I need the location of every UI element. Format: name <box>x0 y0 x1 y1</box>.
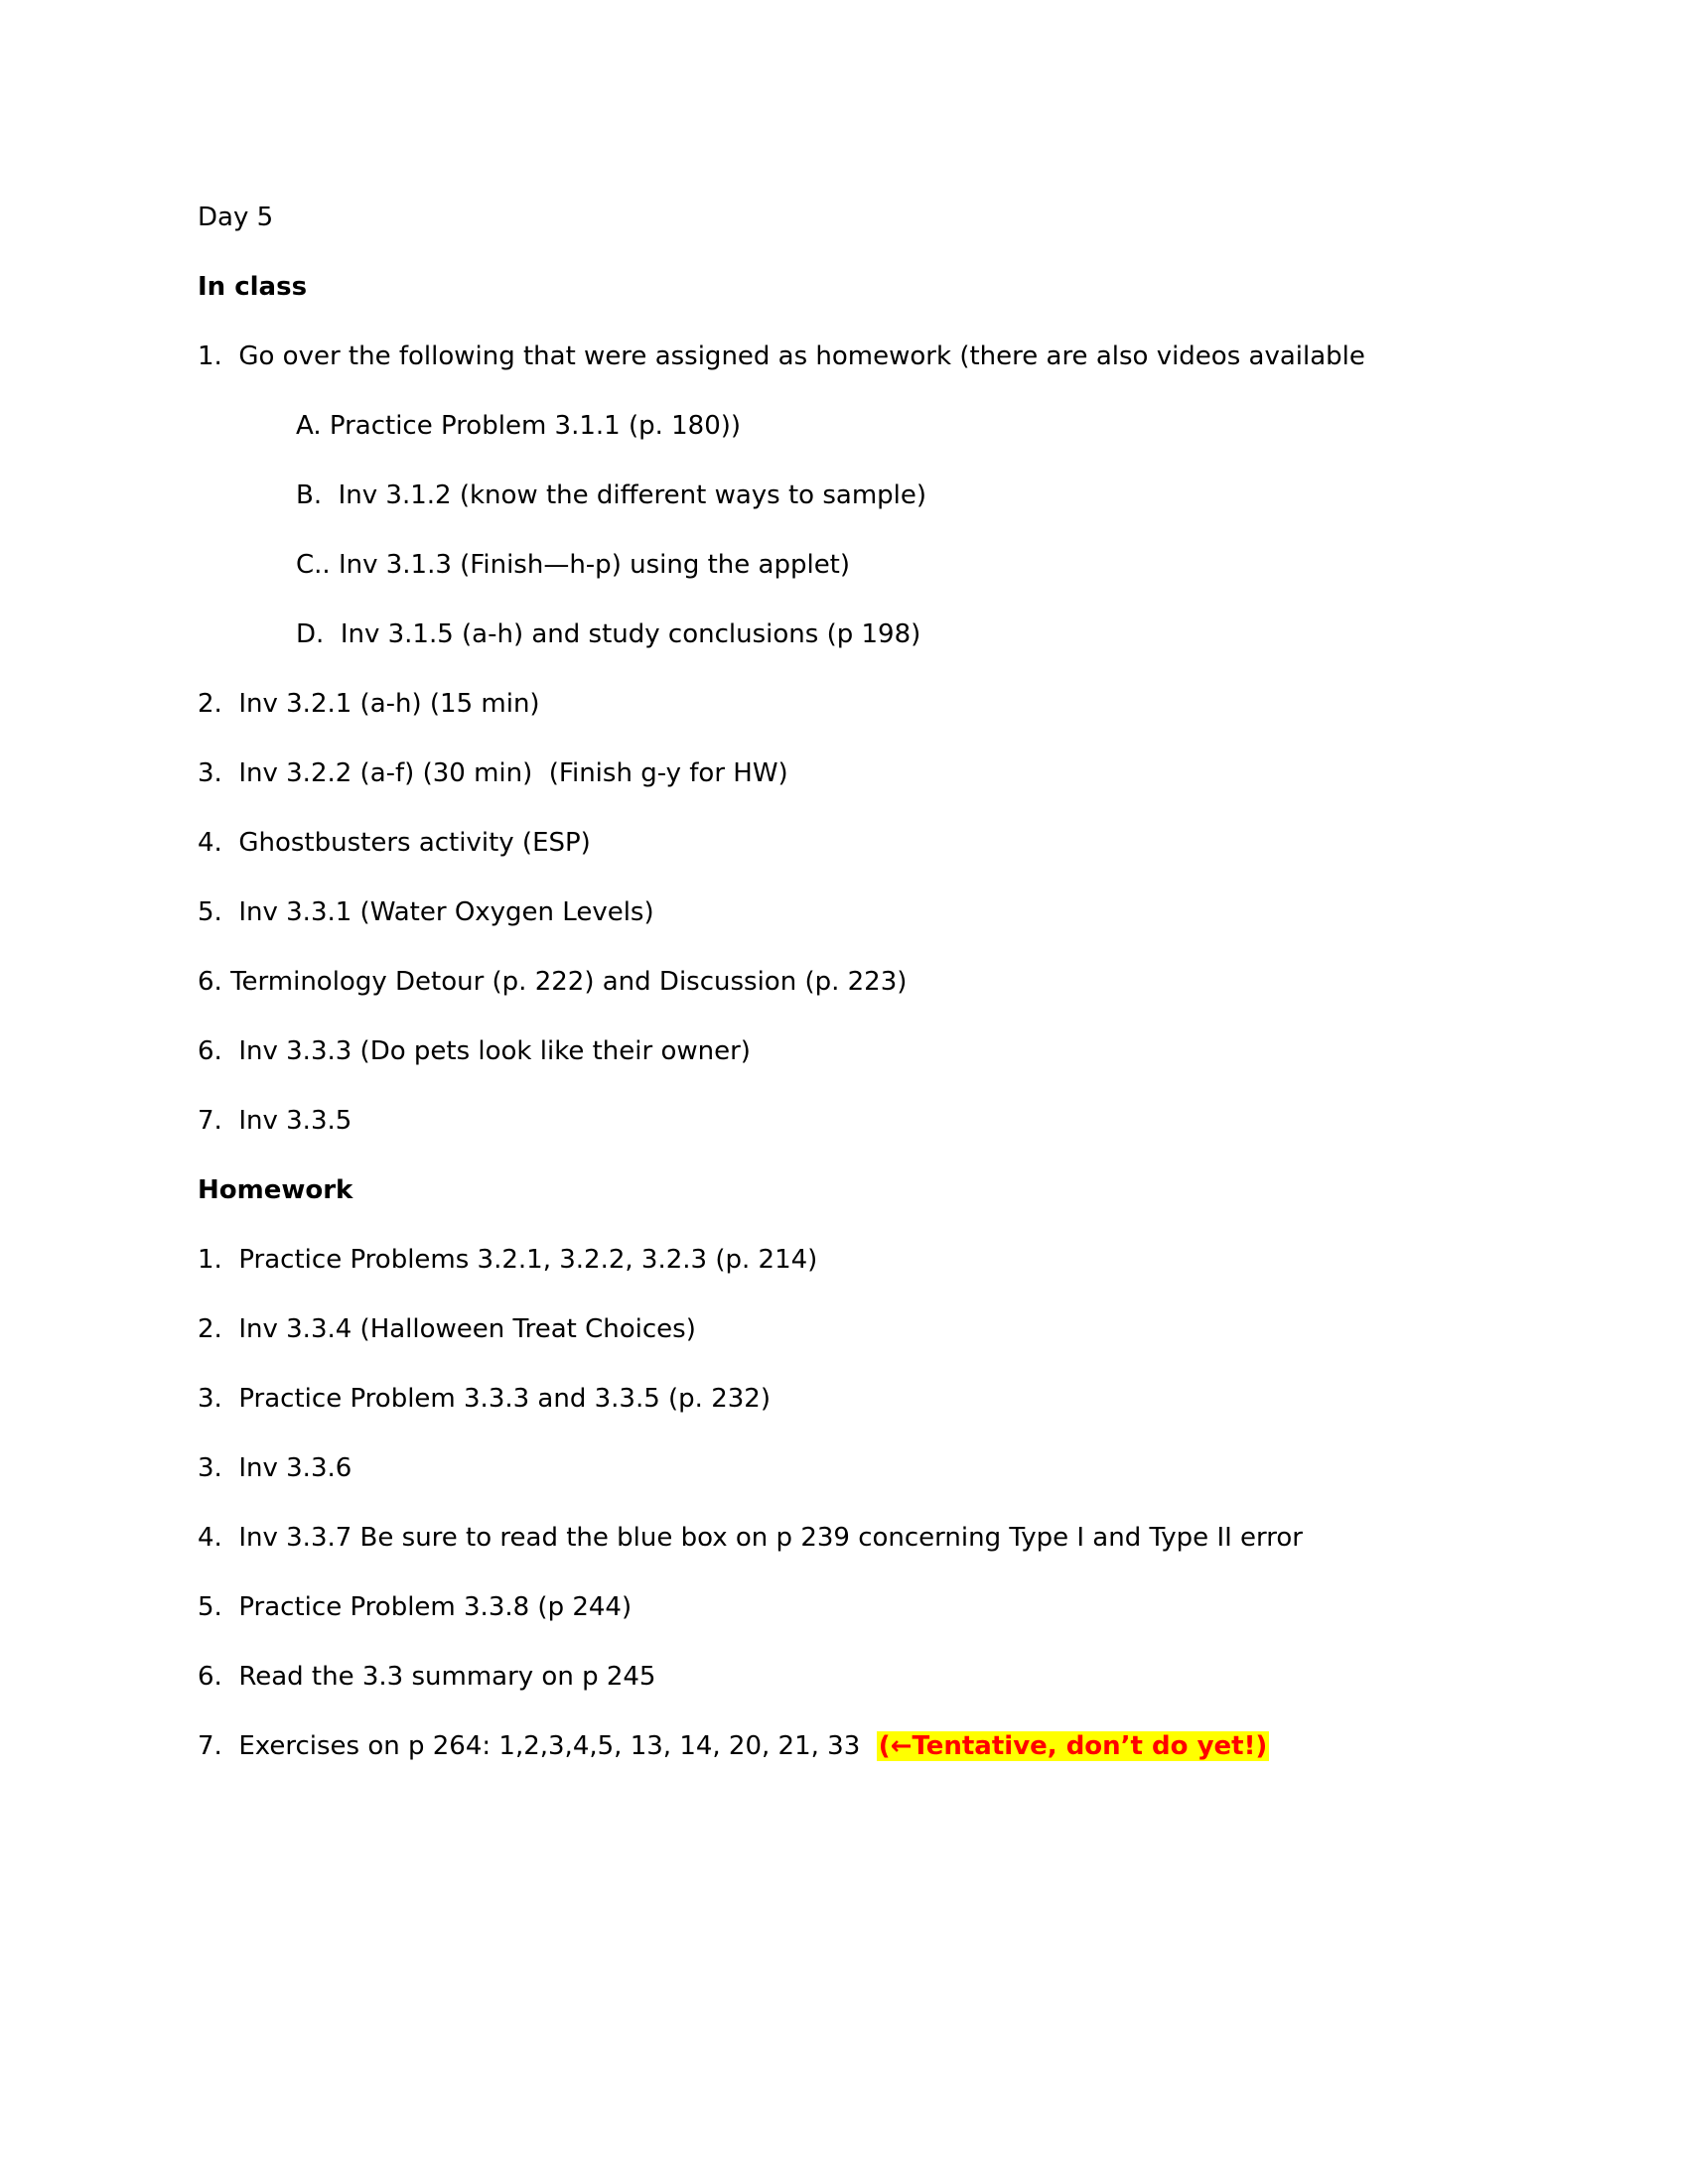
homework-item-7 <box>198 1729 1269 1763</box>
in-class-subitem-a: A. Practice Problem 3.1.1 (p. 180)) <box>296 411 742 441</box>
homework-heading: Homework <box>198 1175 353 1205</box>
homework-item-1: 1. Practice Problems 3.2.1, 3.2.2, 3.2.3 (p. 214) <box>198 1245 818 1275</box>
in-class-item-1: 1. Go over the following that were assigned as homework (there are also videos available <box>198 341 1365 371</box>
in-class-subitem-b: B. Inv 3.1.2 (know the different ways to sample) <box>296 480 927 510</box>
in-class-item-6a: 6. Terminology Detour (p. 222) and Discussion (p. 223) <box>198 967 908 997</box>
homework-item-3b: 3. Inv 3.3.6 <box>198 1453 352 1483</box>
day-title: Day 5 <box>198 203 274 232</box>
in-class-heading: In class <box>198 272 308 302</box>
in-class-subitem-c: C.. Inv 3.1.3 (Finish—h-p) using the applet) <box>296 550 851 580</box>
in-class-item-4: 4. Ghostbusters activity (ESP) <box>198 828 591 858</box>
homework-item-5: 5. Practice Problem 3.3.8 (p 244) <box>198 1592 633 1622</box>
in-class-item-3: 3. Inv 3.2.2 (a-f) (30 min) (Finish g-y for HW) <box>198 758 788 788</box>
in-class-item-6b: 6. Inv 3.3.3 (Do pets look like their owner) <box>198 1036 751 1066</box>
in-class-subitem-d: D. Inv 3.1.5 (a-h) and study conclusions (p 198) <box>296 619 921 649</box>
in-class-item-2: 2. Inv 3.2.1 (a-h) (15 min) <box>198 689 540 719</box>
tentative-note: (←Tentative, don’t do yet!) <box>878 1731 1268 1761</box>
homework-item-7-text: 7. Exercises on p 264: 1,2,3,4,5, 13, 14, 20, 21, 33 <box>198 1731 877 1761</box>
homework-item-6: 6. Read the 3.3 summary on p 245 <box>198 1662 656 1692</box>
homework-item-4: 4. Inv 3.3.7 Be sure to read the blue box on p 239 concerning Type I and Type II error <box>198 1523 1303 1553</box>
homework-item-2: 2. Inv 3.3.4 (Halloween Treat Choices) <box>198 1314 696 1344</box>
in-class-item-5: 5. Inv 3.3.1 (Water Oxygen Levels) <box>198 897 654 927</box>
in-class-item-7: 7. Inv 3.3.5 <box>198 1106 352 1136</box>
homework-item-3a: 3. Practice Problem 3.3.3 and 3.3.5 (p. 232) <box>198 1384 771 1414</box>
